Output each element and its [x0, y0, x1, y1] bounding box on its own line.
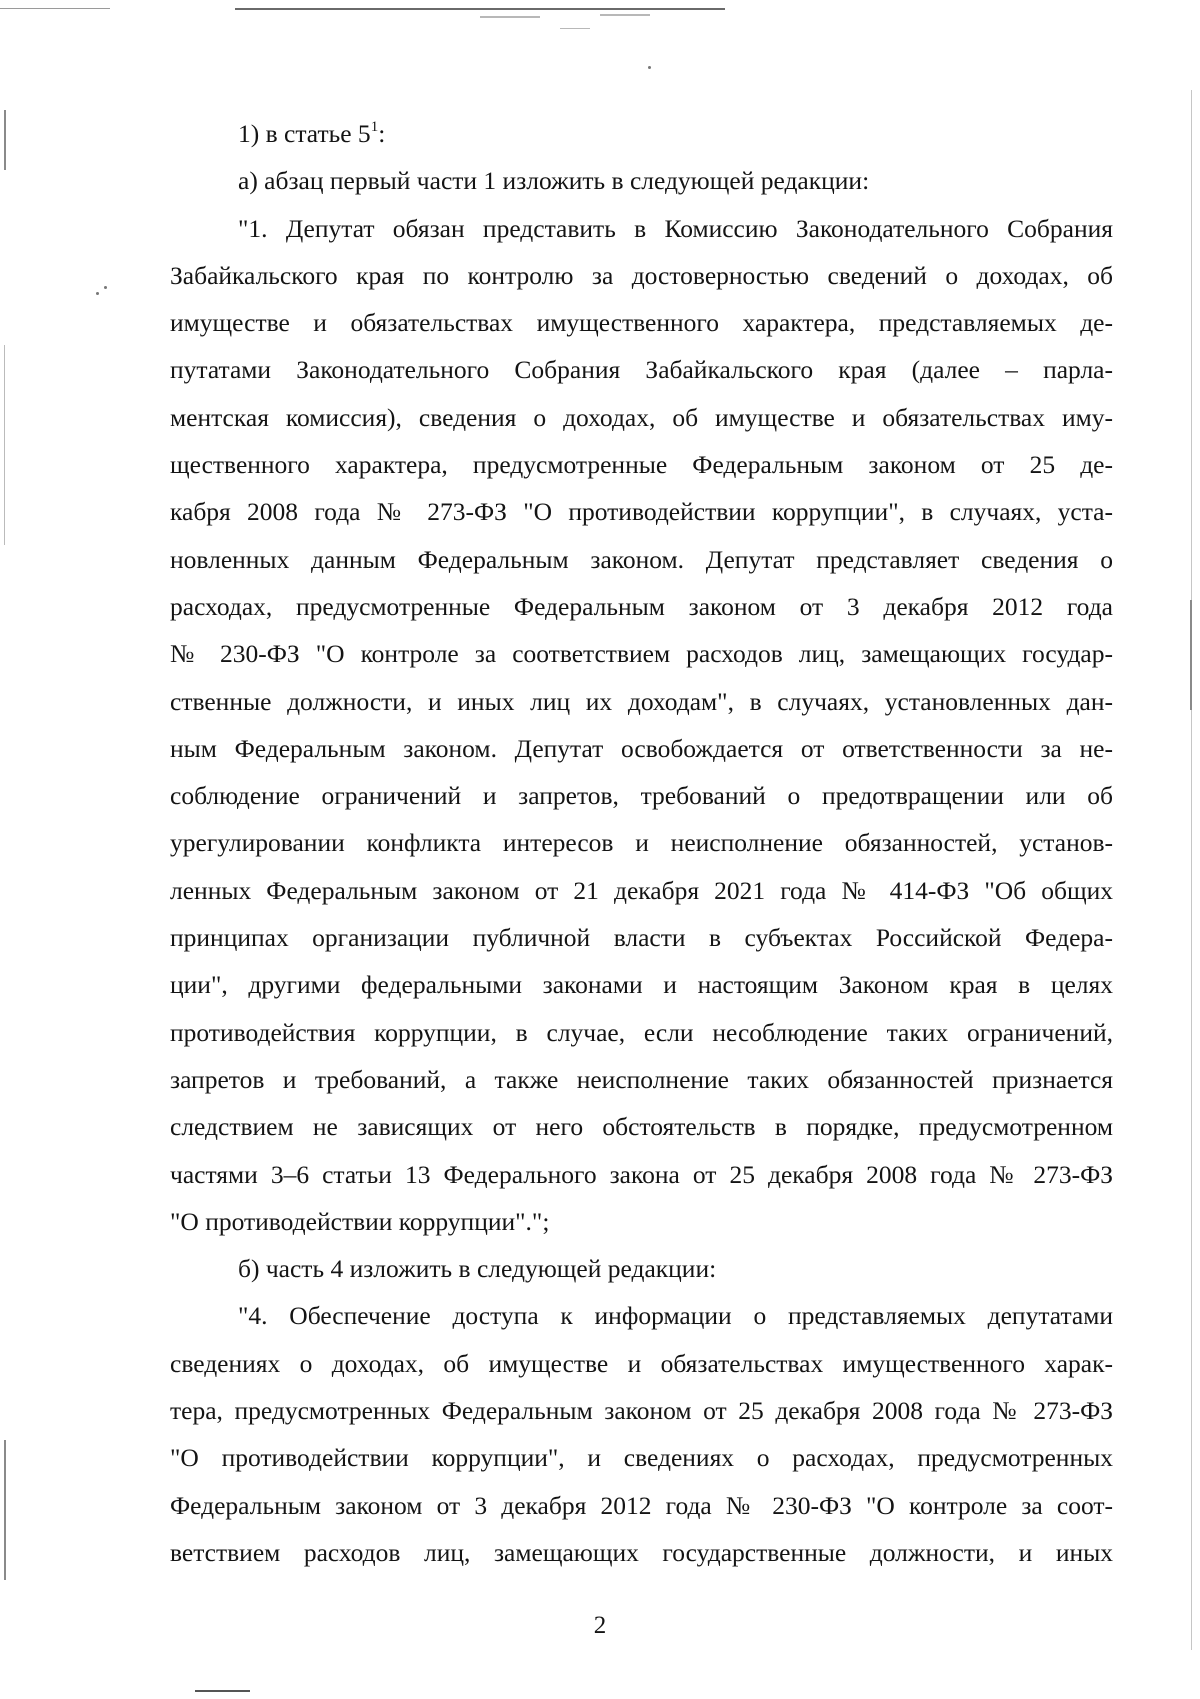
list-item-b: б) часть 4 изложить в следующей редакции:	[238, 1254, 717, 1284]
text-line: ленных Федеральным законом от 21 декабря 2021 года № 414-ФЗ "Об общих	[170, 875, 1113, 905]
text-line: частями 3–6 статьи 13 Федерального закона от 25 декабря 2008 года № 273-ФЗ	[170, 1159, 1113, 1189]
list-item-1	[170, 110, 1113, 157]
scan-artifact-bottom-line	[195, 1690, 250, 1692]
scan-artifact-right-edge	[1190, 600, 1192, 710]
scan-artifact-left-edge	[4, 1440, 6, 1580]
superscript: 1	[370, 118, 379, 135]
scan-artifact-left-edge	[4, 345, 5, 545]
scan-artifact-dot	[96, 292, 99, 295]
text-line: Забайкальского края по контролю за достоверностью сведений о доходах, об	[170, 260, 1113, 290]
paragraph-part-4	[170, 1292, 1113, 1576]
list-item-a: а) абзац первый части 1 изложить в следующей редакции:	[238, 166, 870, 196]
text-line: ным Федеральным законом. Депутат освобождается от ответственности за не-	[170, 733, 1113, 763]
text-line: противодействия коррупции, в случае, если несоблюдение таких ограничений,	[170, 1017, 1113, 1047]
scan-artifact-top-line-left	[0, 8, 110, 9]
text-line: расходах, предусмотренные Федеральным законом от 3 декабря 2012 года	[170, 591, 1113, 621]
text-line: тера, предусмотренных Федеральным законом от 25 декабря 2008 года № 273-ФЗ	[170, 1396, 1113, 1426]
scan-artifact-dot	[104, 286, 107, 289]
scan-artifact-noise	[480, 16, 540, 18]
text-line: № 230-ФЗ "О контроле за соответствием расходов лиц, замещающих государ-	[170, 639, 1113, 669]
text-line: ции", другими федеральными законами и настоящим Законом края в целях	[170, 970, 1113, 1000]
text-line: кабря 2008 года № 273-ФЗ "О противодействии коррупции", в случаях, уста-	[170, 497, 1113, 527]
text-line: новленных данным Федеральным законом. Депутат представляет сведения о	[170, 544, 1113, 574]
text-line: запретов и требований, а также неисполнение таких обязанностей признается	[170, 1064, 1113, 1094]
text-line: щественного характера, предусмотренные Федеральным законом от 25 де-	[170, 450, 1113, 480]
scan-artifact-dot	[648, 66, 651, 69]
scan-artifact-left-edge	[4, 110, 6, 170]
paragraph-part-1	[170, 205, 1113, 1246]
scan-artifact-top-line	[235, 8, 725, 10]
text-line: принципах организации публичной власти в субъектах Российской Федера-	[170, 923, 1113, 953]
page-number: 2	[593, 1612, 607, 1639]
scan-artifact-right-edge	[1191, 90, 1192, 1650]
list-item-1-text: 1) в статье 5	[238, 119, 371, 148]
text-line: "О противодействии коррупции".";	[170, 1206, 550, 1236]
text-line: следствием не зависящих от него обстоятельств в порядке, предусмотренном	[170, 1112, 1113, 1142]
text-line: сведениях о доходах, об имуществе и обязательствах имущественного харак-	[170, 1348, 1113, 1378]
scan-artifact-noise	[560, 28, 590, 29]
text-line: урегулировании конфликта интересов и неисполнение обязанностей, установ-	[170, 828, 1113, 858]
text-line: "О противодействии коррупции", и сведениях о расходах, предусмотренных	[170, 1443, 1113, 1473]
text-line: "4. Обеспечение доступа к информации о представляемых депутатами	[238, 1301, 1113, 1331]
list-item-1-colon: :	[378, 119, 386, 148]
text-line: путатами Законодательного Собрания Забайкальского края (далее – парла-	[170, 355, 1113, 385]
text-line: Федеральным законом от 3 декабря 2012 года № 230-ФЗ "О контроле за соот-	[170, 1490, 1113, 1520]
text-line: имуществе и обязательствах имущественного характера, представляемых де-	[170, 308, 1113, 338]
text-line: ственные должности, и иных лиц их доходам", в случаях, установленных дан-	[170, 686, 1113, 716]
document-body	[170, 110, 1113, 1576]
text-line: ментская комиссия), сведения о доходах, об имуществе и обязательствах иму-	[170, 402, 1113, 432]
text-line: ветствием расходов лиц, замещающих государственные должности, и иных	[170, 1537, 1113, 1567]
text-line: "1. Депутат обязан представить в Комиссию Законодательного Собрания	[238, 213, 1113, 243]
scan-artifact-noise	[600, 14, 650, 16]
text-line: соблюдение ограничений и запретов, требований о предотвращении или об	[170, 781, 1113, 811]
